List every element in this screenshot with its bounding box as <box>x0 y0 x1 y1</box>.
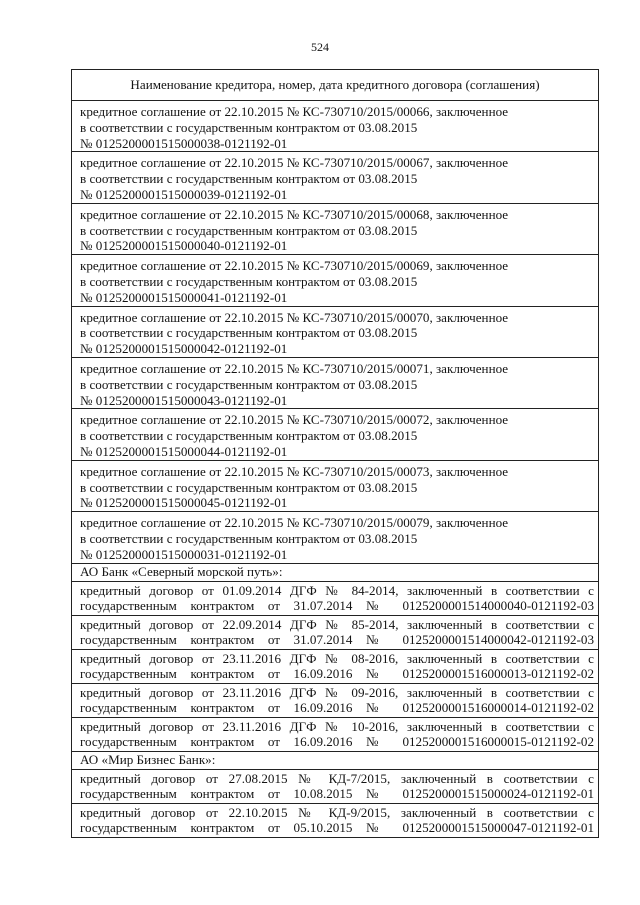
agreement-line: АО «Мир Бизнес Банк»: <box>80 751 216 767</box>
agreement-cell <box>72 306 599 357</box>
agreement-line: кредитное соглашение от 22.10.2015 № КС-730710/2015/00067, заключенное <box>80 155 509 171</box>
agreement-cell <box>72 683 599 717</box>
table-row <box>72 409 599 460</box>
agreement-line: государственным контрактом от 31.07.2014 № 0125200001514000042-0121192-03 <box>80 632 594 648</box>
agreement-line: кредитное соглашение от 22.10.2015 № КС-730710/2015/00073, заключенное <box>80 463 509 479</box>
table-header: Наименование кредитора, номер, дата кредитного договора (соглашения) <box>72 70 599 101</box>
table-row <box>72 717 599 751</box>
agreement-cell <box>72 203 599 254</box>
table-row <box>72 306 599 357</box>
agreement-cell <box>72 615 599 649</box>
table-row <box>72 152 599 203</box>
agreement-line: кредитное соглашение от 22.10.2015 № КС-730710/2015/00066, заключенное <box>80 104 509 119</box>
agreement-line: в соответствии с государственным контрактом от 03.08.2015 <box>80 325 418 341</box>
table-row <box>72 683 599 717</box>
agreement-line: кредитное соглашение от 22.10.2015 № КС-730710/2015/00070, заключенное <box>80 309 509 325</box>
agreement-line: государственным контрактом от 05.10.2015 № 0125200001515000047-0121192-01 <box>80 820 594 836</box>
table-row <box>72 101 599 152</box>
agreement-line: государственным контрактом от 16.09.2016 № 0125200001516000013-0121192-02 <box>80 666 594 682</box>
agreement-line: № 0125200001515000039-0121192-01 <box>80 186 288 202</box>
table-row <box>72 615 599 649</box>
agreement-line: № 0125200001515000031-0121192-01 <box>80 546 288 562</box>
agreement-line: государственным контрактом от 31.07.2014 № 0125200001514000040-0121192-03 <box>80 598 594 614</box>
agreement-line: АО Банк «Северный морской путь»: <box>80 563 283 579</box>
agreement-line: в соответствии с государственным контрактом от 03.08.2015 <box>80 428 418 444</box>
agreement-line: в соответствии с государственным контрактом от 03.08.2015 <box>80 530 418 546</box>
table-header-row <box>72 70 599 101</box>
agreement-cell <box>72 255 599 306</box>
agreement-cell <box>72 357 599 408</box>
agreement-cell <box>72 460 599 511</box>
table-row <box>72 255 599 306</box>
agreement-cell <box>72 769 599 803</box>
agreement-line: в соответствии с государственным контрактом от 03.08.2015 <box>80 222 418 238</box>
creditor-heading-row <box>72 563 599 581</box>
agreement-line: кредитное соглашение от 22.10.2015 № КС-730710/2015/00068, заключенное <box>80 206 509 222</box>
agreement-cell <box>72 512 599 563</box>
page-number: 524 <box>311 40 329 54</box>
agreement-line: в соответствии с государственным контрактом от 03.08.2015 <box>80 119 418 135</box>
agreement-cell <box>72 409 599 460</box>
agreement-cell <box>72 152 599 203</box>
agreement-line: № 0125200001515000042-0121192-01 <box>80 341 288 357</box>
agreement-line: кредитный договор от 23.11.2016 ДГФ № 10-2016, заключенный в соответствии с <box>80 718 594 734</box>
agreement-cell <box>72 101 599 152</box>
agreement-cell <box>72 581 599 615</box>
table-row <box>72 581 599 615</box>
table-body <box>72 70 599 838</box>
table-row <box>72 649 599 683</box>
agreement-line: кредитный договор от 27.08.2015 № КД-7/2015, заключенный в соответствии с <box>80 770 594 786</box>
agreement-line: № 0125200001515000044-0121192-01 <box>80 443 288 459</box>
table-row <box>72 460 599 511</box>
agreement-line: кредитный договор от 23.11.2016 ДГФ № 08-2016, заключенный в соответствии с <box>80 650 594 666</box>
table-row <box>72 803 599 837</box>
agreement-line: в соответствии с государственным контрактом от 03.08.2015 <box>80 273 418 289</box>
agreement-line: в соответствии с государственным контрактом от 03.08.2015 <box>80 479 418 495</box>
agreement-line: кредитный договор от 01.09.2014 ДГФ № 84-2014, заключенный в соответствии с <box>80 582 594 598</box>
agreement-line: № 0125200001515000040-0121192-01 <box>80 238 288 254</box>
agreement-line: государственным контрактом от 16.09.2016 № 0125200001516000015-0121192-02 <box>80 734 594 750</box>
table-row <box>72 357 599 408</box>
agreement-line: кредитный договор от 22.09.2014 ДГФ № 85-2014, заключенный в соответствии с <box>80 616 594 632</box>
agreement-line: кредитное соглашение от 22.10.2015 № КС-730710/2015/00072, заключенное <box>80 412 509 428</box>
agreement-line: № 0125200001515000043-0121192-01 <box>80 392 288 408</box>
agreement-line: кредитный договор от 23.11.2016 ДГФ № 09-2016, заключенный в соответствии с <box>80 684 594 700</box>
agreement-line: № 0125200001515000045-0121192-01 <box>80 495 288 511</box>
creditor-name <box>72 563 599 581</box>
agreement-line: кредитное соглашение от 22.10.2015 № КС-730710/2015/00071, заключенное <box>80 360 509 376</box>
creditor-table <box>71 69 599 838</box>
agreement-line: кредитное соглашение от 22.10.2015 № КС-730710/2015/00069, заключенное <box>80 258 509 274</box>
agreement-line: в соответствии с государственным контрактом от 03.08.2015 <box>80 376 418 392</box>
agreement-line: государственным контрактом от 10.08.2015 № 0125200001515000024-0121192-01 <box>80 786 594 802</box>
agreement-cell <box>72 717 599 751</box>
table-row <box>72 203 599 254</box>
creditor-name <box>72 751 599 769</box>
table-row <box>72 769 599 803</box>
agreement-line: в соответствии с государственным контрактом от 03.08.2015 <box>80 171 418 187</box>
agreement-line: № 0125200001515000038-0121192-01 <box>80 135 288 151</box>
agreement-line: кредитный договор от 22.10.2015 № КД-9/2015, заключенный в соответствии с <box>80 804 594 820</box>
agreement-line: № 0125200001515000041-0121192-01 <box>80 289 288 305</box>
creditor-heading-row <box>72 751 599 769</box>
agreement-cell <box>72 649 599 683</box>
agreement-line: кредитное соглашение от 22.10.2015 № КС-730710/2015/00079, заключенное <box>80 515 509 531</box>
table-row <box>72 512 599 563</box>
agreement-cell <box>72 803 599 837</box>
agreement-line: государственным контрактом от 16.09.2016 № 0125200001516000014-0121192-02 <box>80 700 594 716</box>
